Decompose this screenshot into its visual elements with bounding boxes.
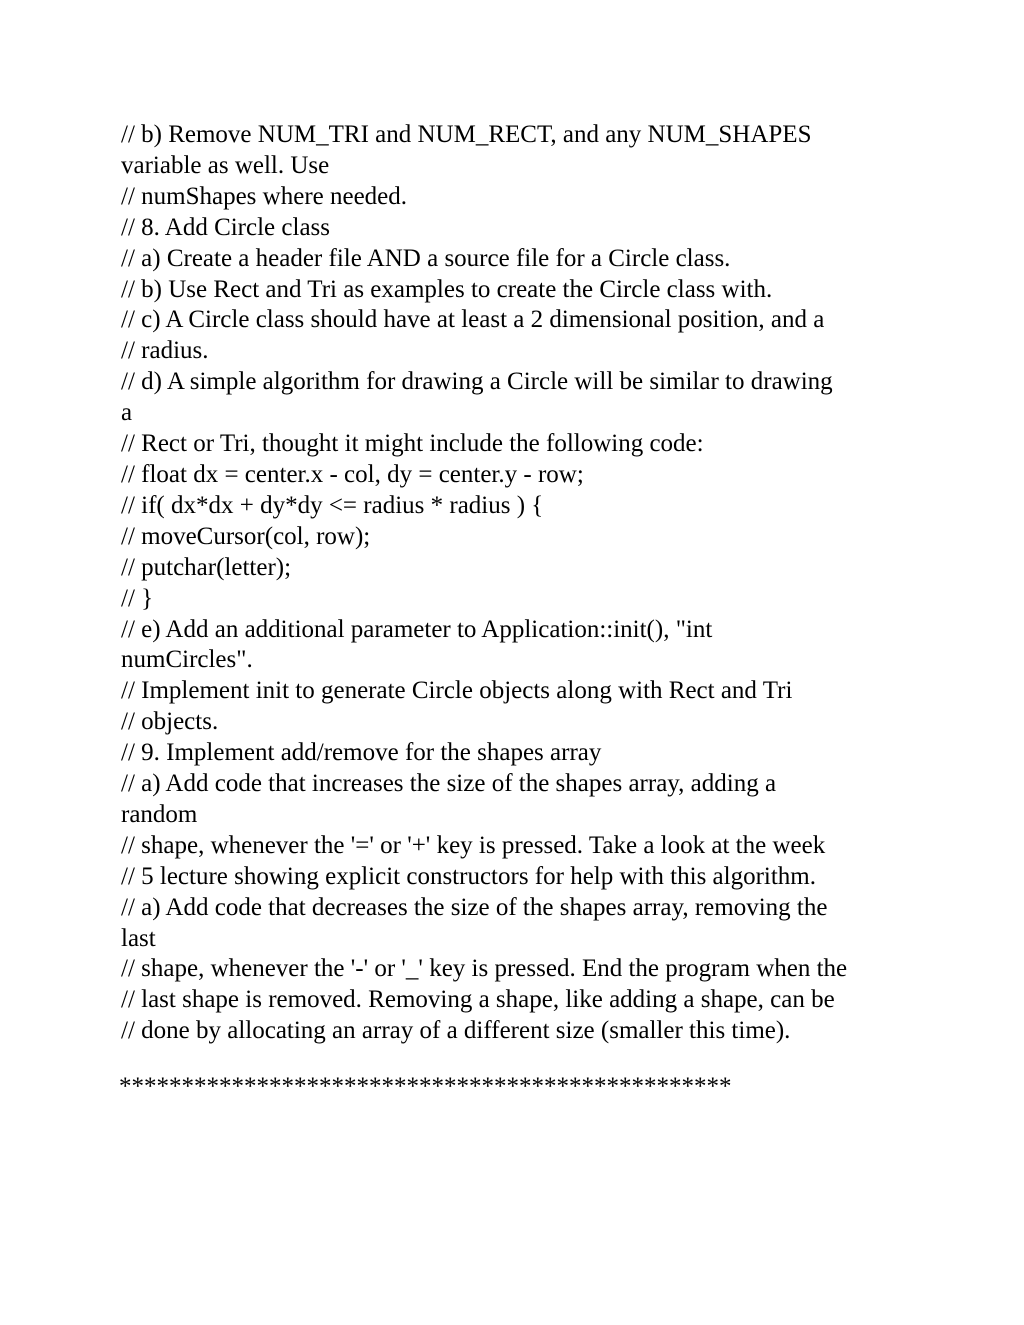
text-line: // numShapes where needed. bbox=[121, 182, 408, 210]
text-line: variable as well. Use bbox=[121, 151, 330, 179]
text-line: // if( dx*dx + dy*dy <= radius * radius ) { bbox=[121, 491, 544, 519]
text-line: // putchar(letter); bbox=[121, 553, 292, 581]
text-line: // 9. Implement add/remove for the shapes array bbox=[121, 739, 602, 767]
text-line: // e) Add an additional parameter to Application::init(), "int bbox=[121, 615, 713, 643]
text-line: // a) Add code that increases the size of the shapes array, adding a bbox=[121, 770, 777, 798]
text-line: // float dx = center.x - col, dy = center.y - row; bbox=[121, 460, 584, 488]
text-line: // Implement init to generate Circle objects along with Rect and Tri bbox=[121, 677, 793, 705]
text-line: // last shape is removed. Removing a shape, like adding a shape, can be bbox=[121, 986, 835, 1014]
text-line: // a) Create a header file AND a source file for a Circle class. bbox=[121, 244, 731, 272]
text-line: // 5 lecture showing explicit constructors for help with this algorithm. bbox=[121, 862, 817, 890]
text-line: // b) Use Rect and Tri as examples to create the Circle class with. bbox=[121, 275, 773, 303]
text-line: // Rect or Tri, thought it might include the following code: bbox=[121, 430, 704, 458]
text-line: // objects. bbox=[121, 708, 219, 736]
text-line: // shape, whenever the '-' or '_' key is pressed. End the program when the bbox=[121, 955, 848, 983]
text-line: // a) Add code that decreases the size of the shapes array, removing the bbox=[121, 893, 828, 921]
text-line: // 8. Add Circle class bbox=[121, 213, 330, 241]
text-line: // done by allocating an array of a different size (smaller this time). bbox=[121, 1017, 791, 1045]
text-line: last bbox=[121, 924, 156, 952]
text-line: // c) A Circle class should have at least a 2 dimensional position, and a bbox=[121, 306, 825, 334]
text-line: // b) Remove NUM_TRI and NUM_RECT, and any NUM_SHAPES bbox=[121, 121, 812, 148]
text-line: // moveCursor(col, row); bbox=[121, 522, 371, 550]
asterisk-separator: ************************************************* bbox=[119, 1073, 732, 1100]
text-line: // shape, whenever the '=' or '+' key is pressed. Take a look at the week bbox=[121, 831, 826, 859]
text-line: a bbox=[121, 399, 133, 427]
text-line: numCircles". bbox=[121, 646, 253, 674]
text-line: // radius. bbox=[121, 337, 209, 365]
text-line: random bbox=[121, 800, 198, 828]
code-comment-block bbox=[121, 120, 921, 1047]
text-line: // } bbox=[121, 584, 154, 612]
text-line: // d) A simple algorithm for drawing a Circle will be similar to drawing bbox=[121, 368, 833, 396]
